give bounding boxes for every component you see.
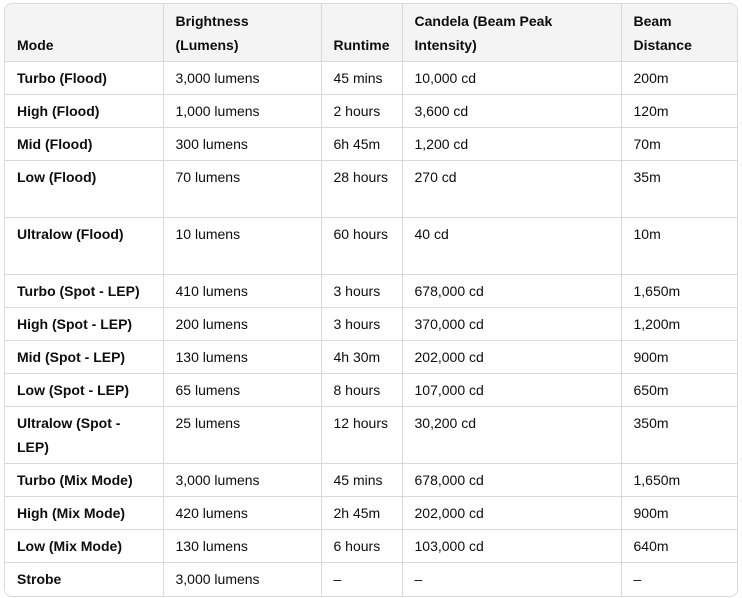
cell-brightness: 3,000 lumens — [163, 563, 321, 596]
cell-candela: 3,600 cd — [402, 95, 621, 128]
cell-beam-distance: 1,200m — [621, 308, 737, 341]
cell-mode: Strobe — [5, 563, 163, 596]
cell-beam-distance: 1,650m — [621, 275, 737, 308]
column-header-candela: Candela (Beam Peak Intensity) — [402, 4, 621, 62]
cell-candela: 30,200 cd — [402, 407, 621, 464]
table-row — [5, 407, 737, 464]
cell-runtime: 2h 45m — [321, 497, 402, 530]
cell-brightness: 200 lumens — [163, 308, 321, 341]
cell-candela: 202,000 cd — [402, 341, 621, 374]
cell-mode: Turbo (Spot - LEP) — [5, 275, 163, 308]
cell-candela: 107,000 cd — [402, 374, 621, 407]
cell-brightness: 410 lumens — [163, 275, 321, 308]
cell-brightness: 25 lumens — [163, 407, 321, 464]
cell-beam-distance: 350m — [621, 407, 737, 464]
cell-brightness: 420 lumens — [163, 497, 321, 530]
cell-beam-distance: 640m — [621, 530, 737, 563]
cell-runtime: 3 hours — [321, 275, 402, 308]
cell-mode: Mid (Spot - LEP) — [5, 341, 163, 374]
cell-mode: Low (Flood) — [5, 161, 163, 218]
cell-brightness: 65 lumens — [163, 374, 321, 407]
cell-runtime: 3 hours — [321, 308, 402, 341]
cell-runtime: 4h 30m — [321, 341, 402, 374]
cell-brightness: 10 lumens — [163, 218, 321, 275]
cell-mode: Ultralow (Spot - LEP) — [5, 407, 163, 464]
table-row — [5, 341, 737, 374]
cell-candela: 10,000 cd — [402, 62, 621, 95]
cell-runtime: 28 hours — [321, 161, 402, 218]
cell-brightness: 70 lumens — [163, 161, 321, 218]
table-row — [5, 530, 737, 563]
cell-beam-distance: 650m — [621, 374, 737, 407]
cell-candela: 40 cd — [402, 218, 621, 275]
cell-beam-distance: – — [633, 571, 642, 587]
table-row — [5, 464, 737, 497]
cell-mode: Turbo (Mix Mode) — [5, 464, 163, 497]
cell-candela: 678,000 cd — [402, 275, 621, 308]
cell-candela: 270 cd — [402, 161, 621, 218]
table-header — [5, 4, 737, 62]
cell-candela: 1,200 cd — [402, 128, 621, 161]
cell-mode: Ultralow (Flood) — [5, 218, 163, 275]
table-row — [5, 161, 737, 218]
cell-runtime: 6 hours — [321, 530, 402, 563]
column-header-mode: Mode — [5, 4, 163, 62]
table-row — [5, 275, 737, 308]
cell-mode: High (Flood) — [5, 95, 163, 128]
flashlight-modes-table — [5, 4, 737, 596]
cell-brightness: 3,000 lumens — [163, 62, 321, 95]
table-row — [5, 563, 737, 596]
table-row — [5, 95, 737, 128]
table-row — [5, 128, 737, 161]
cell-mode: Mid (Flood) — [5, 128, 163, 161]
cell-brightness: 1,000 lumens — [163, 95, 321, 128]
cell-runtime: 12 hours — [321, 407, 402, 464]
column-header-brightness: Brightness (Lumens) — [163, 4, 321, 62]
cell-beam-distance: 200m — [621, 62, 737, 95]
cell-mode: Low (Spot - LEP) — [5, 374, 163, 407]
cell-candela: 103,000 cd — [402, 530, 621, 563]
cell-beam-distance: 120m — [621, 95, 737, 128]
table-row — [5, 308, 737, 341]
table-body — [5, 62, 737, 596]
header-row — [5, 4, 737, 62]
cell-runtime: 60 hours — [321, 218, 402, 275]
cell-mode: Turbo (Flood) — [5, 62, 163, 95]
cell-brightness: 300 lumens — [163, 128, 321, 161]
cell-brightness: 130 lumens — [163, 530, 321, 563]
cell-candela: 678,000 cd — [402, 464, 621, 497]
cell-runtime: 45 mins — [321, 464, 402, 497]
cell-brightness: 3,000 lumens — [163, 464, 321, 497]
table-row — [5, 374, 737, 407]
cell-beam-distance: 1,650m — [621, 464, 737, 497]
cell-runtime: 45 mins — [321, 62, 402, 95]
cell-mode: Low (Mix Mode) — [5, 530, 163, 563]
cell-brightness: 130 lumens — [163, 341, 321, 374]
column-header-runtime: Runtime — [321, 4, 402, 62]
cell-candela: 370,000 cd — [402, 308, 621, 341]
cell-mode: High (Mix Mode) — [5, 497, 163, 530]
column-header-beam-distance: Beam Distance — [621, 4, 737, 62]
table-row — [5, 497, 737, 530]
cell-runtime: 6h 45m — [321, 128, 402, 161]
cell-beam-distance: 70m — [621, 128, 737, 161]
cell-mode: High (Spot - LEP) — [5, 308, 163, 341]
cell-runtime: 8 hours — [321, 374, 402, 407]
cell-beam-distance: 35m — [621, 161, 737, 218]
table-row — [5, 218, 737, 275]
cell-beam-distance: 10m — [621, 218, 737, 275]
flashlight-modes-table-container — [4, 3, 738, 597]
cell-candela: 202,000 cd — [402, 497, 621, 530]
cell-beam-distance: 900m — [621, 497, 737, 530]
cell-runtime: 2 hours — [321, 95, 402, 128]
cell-beam-distance: 900m — [621, 341, 737, 374]
cell-runtime: – — [321, 563, 402, 596]
cell-candela: – — [402, 563, 621, 596]
table-row — [5, 62, 737, 95]
